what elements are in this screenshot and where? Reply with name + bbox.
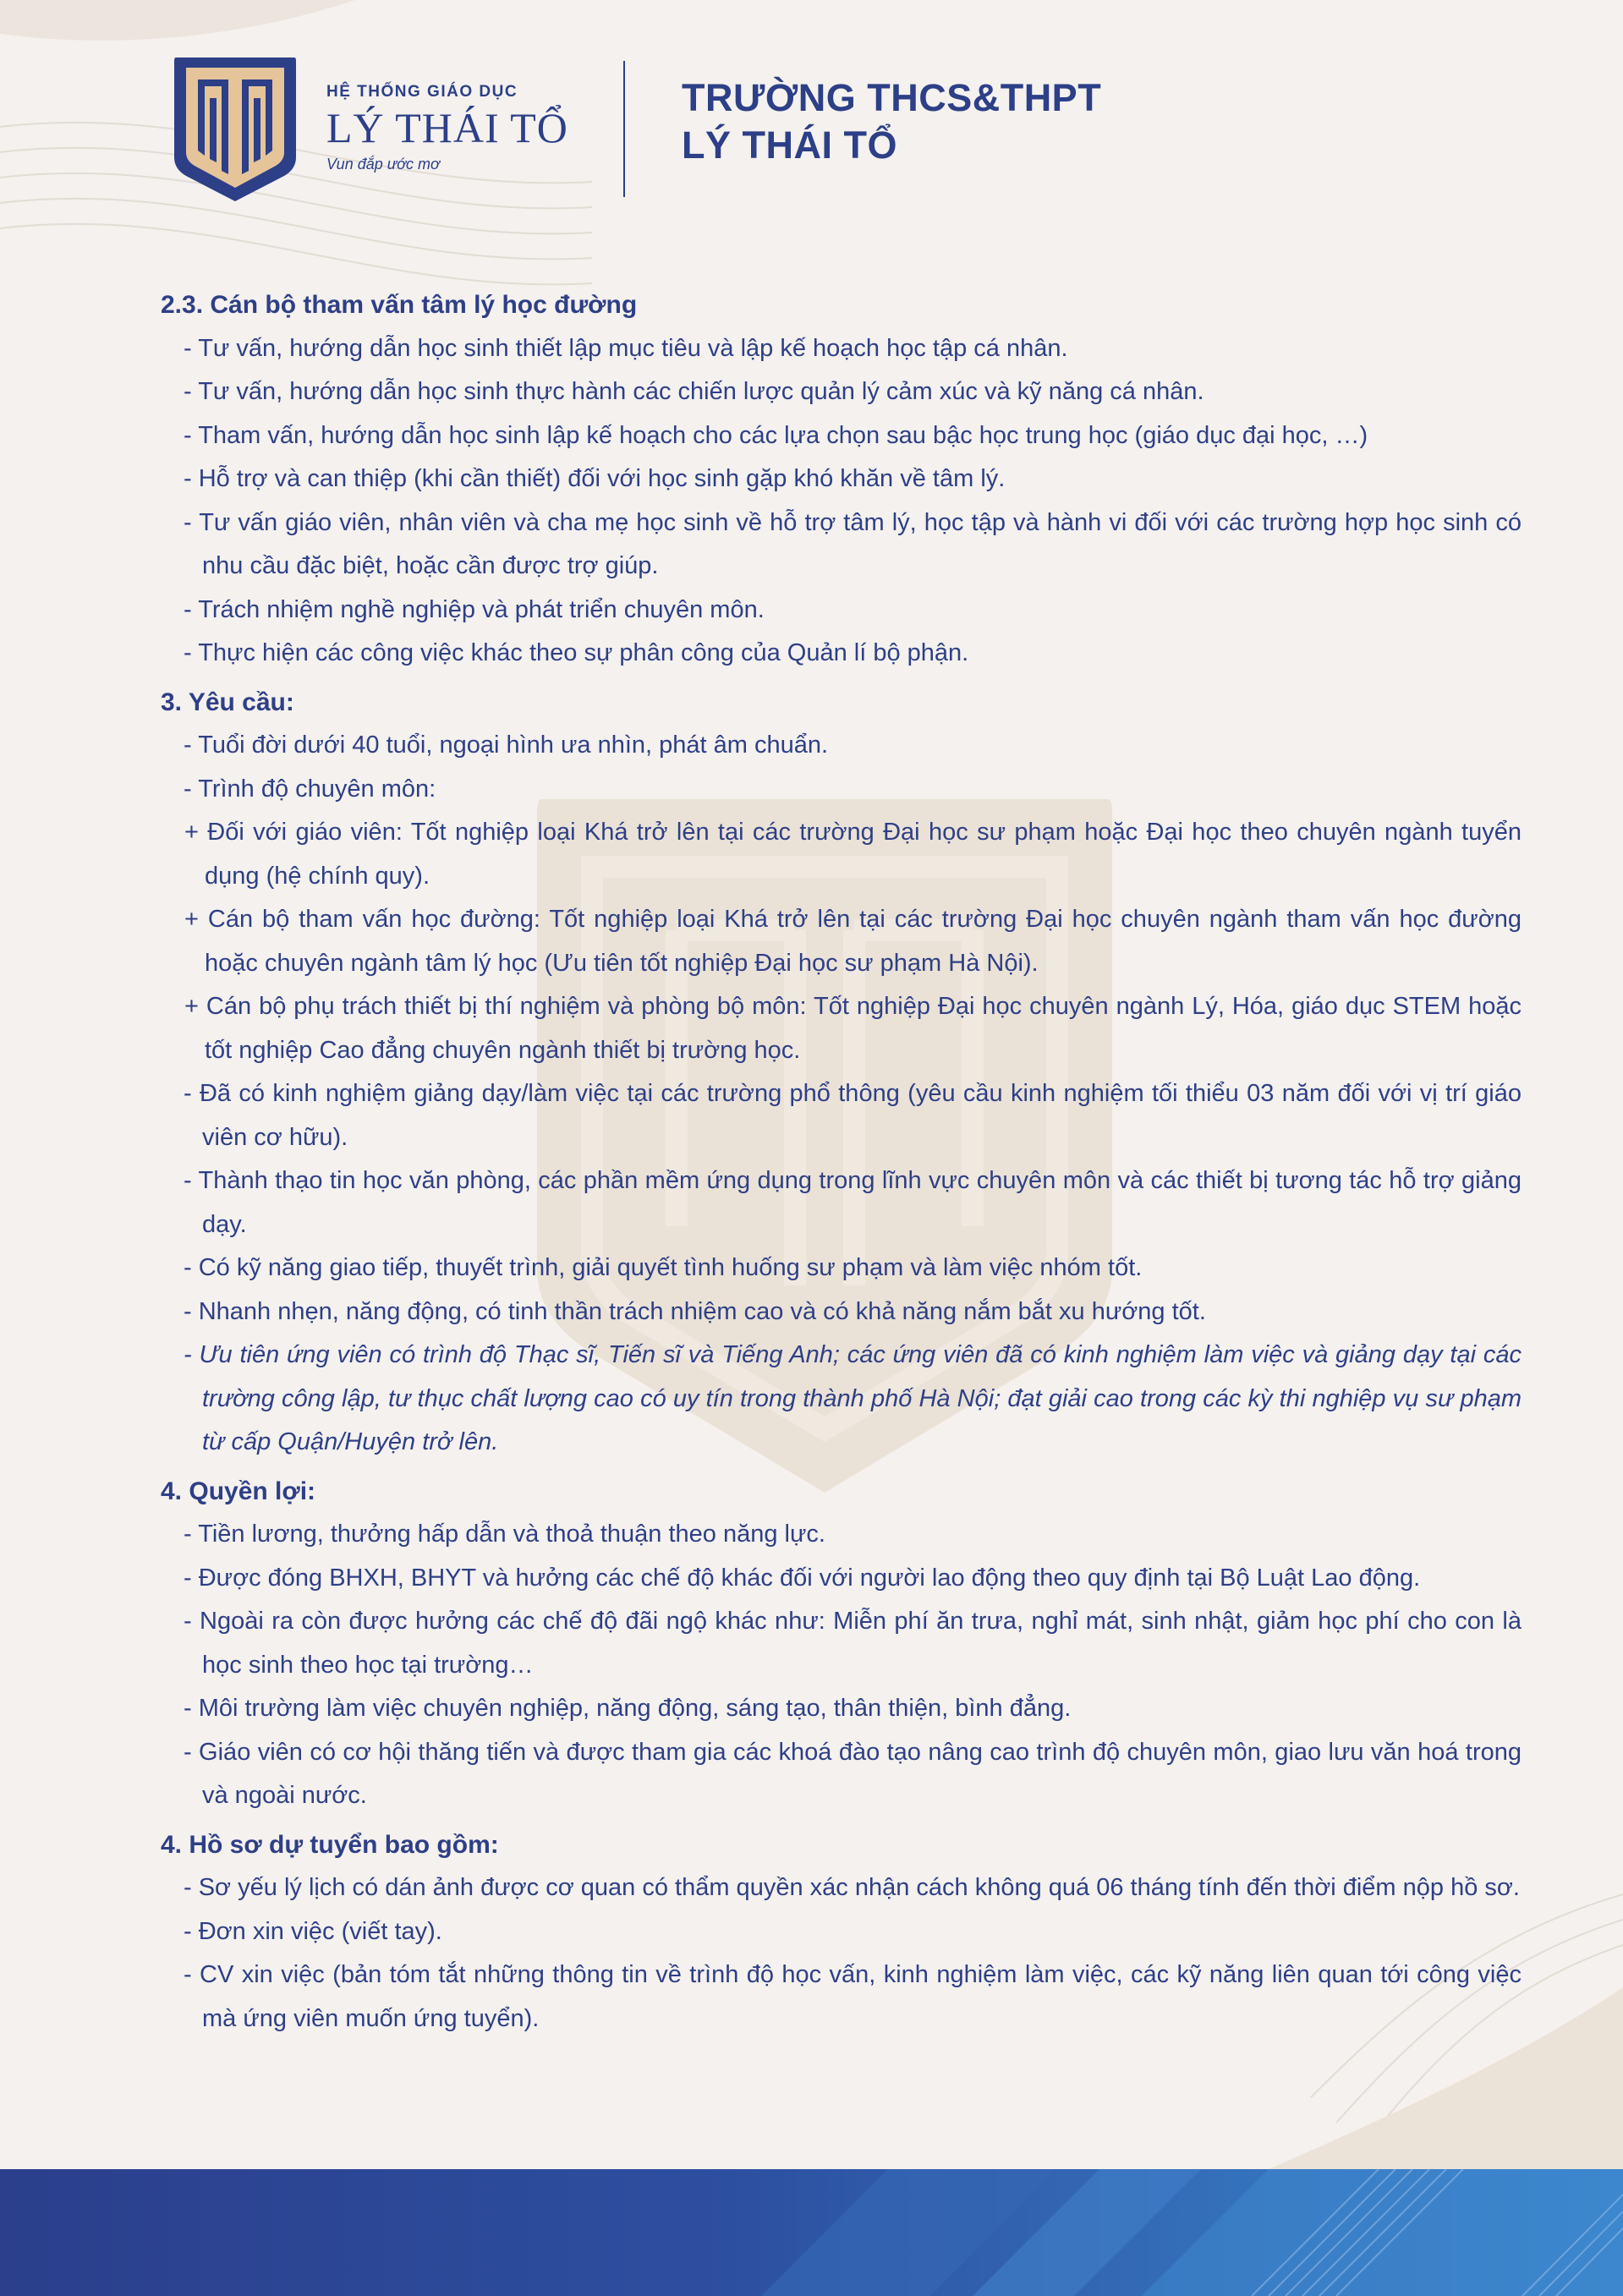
list-item: + Cán bộ phụ trách thiết bị thí nghiệm và phòng bộ môn: Tốt nghiệp Đại học chuyên ngành Lý, Hóa, giáo dục STEM hoặc tốt nghiệp Cao đẳng chuyên ngành thiết bị trường học. bbox=[184, 993, 1522, 1064]
list-item: - Tư vấn giáo viên, nhân viên và cha mẹ học sinh về hỗ trợ tâm lý, học tập và hành vi đối với các trường hợp học sinh có nhu cầu đặc biệt, hoặc cần được trợ giúp. bbox=[184, 508, 1522, 579]
page-header bbox=[0, 0, 1623, 220]
list-item: + Cán bộ tham vấn học đường: Tốt nghiệp loại Khá trở lên tại các trường Đại học chuyên ngành tham vấn học đường hoặc chuyên ngành tâm lý học (Ưu tiên tốt nghiệp Đại học sư phạm Hà Nội). bbox=[184, 906, 1522, 977]
list-item: - Đã có kinh nghiệm giảng dạy/làm việc tại các trường phổ thông (yêu cầu kinh nghiệm tối thiểu 03 năm đối với vị trí giáo viên cơ hữu). bbox=[184, 1080, 1522, 1151]
list-item: - Tuổi đời dưới 40 tuổi, ngoại hình ưa nhìn, phát âm chuẩn. bbox=[184, 732, 829, 759]
list-item: - Thành thạo tin học văn phòng, các phần mềm ứng dụng trong lĩnh vực chuyên môn và các thiết bị tương tác hỗ trợ giảng dạy. bbox=[184, 1167, 1522, 1238]
list-item: - Trách nhiệm nghề nghiệp và phát triển chuyên môn. bbox=[184, 595, 765, 623]
brand-block bbox=[326, 83, 568, 173]
list-item: - Tư vấn, hướng dẫn học sinh thực hành các chiến lược quản lý cảm xúc và kỹ năng cá nhân. bbox=[184, 378, 1204, 405]
list-item: - Thực hiện các công việc khác theo sự phân công của Quản lí bộ phận. bbox=[184, 639, 969, 666]
list-item: - Giáo viên có cơ hội thăng tiến và được tham gia các khoá đào tạo nâng cao trình độ chuyên môn, giao lưu văn hoá trong và ngoài nước. bbox=[184, 1738, 1522, 1809]
section-title-counselor: 2.3. Cán bộ tham vấn tâm lý học đường bbox=[161, 291, 638, 319]
list-item: - Ngoài ra còn được hưởng các chế độ đãi ngộ khác như: Miễn phí ăn trưa, nghỉ mát, sinh nhật, giảm học phí cho con là học sinh theo học tại trường… bbox=[184, 1608, 1522, 1679]
list-item: - Đơn xin việc (viết tay). bbox=[184, 1917, 442, 1945]
list-item: - CV xin việc (bản tóm tắt những thông tin về trình độ học vấn, kinh nghiệm làm việc, các kỹ năng liên quan tới công việc mà ứng viên muốn ứng tuyển). bbox=[184, 1961, 1522, 2032]
document-body bbox=[161, 283, 1522, 2041]
list-item: - Môi trường làm việc chuyên nghiệp, năng động, sáng tạo, thân thiện, bình đẳng. bbox=[184, 1695, 1072, 1722]
list-item: - Tiền lương, thưởng hấp dẫn và thoả thuận theo năng lực. bbox=[184, 1521, 825, 1548]
brand-subtitle: HỆ THỐNG GIÁO DỤC bbox=[326, 83, 518, 101]
list-item: + Đối với giáo viên: Tốt nghiệp loại Khá trở lên tại các trường Đại học sư phạm hoặc Đại học theo chuyên ngành tuyển dụng (hệ chính quy). bbox=[184, 819, 1522, 890]
section-title-benefits: 4. Quyền lợi: bbox=[161, 1477, 316, 1505]
section-title-requirements: 3. Yêu cầu: bbox=[161, 688, 294, 716]
list-item: - Tư vấn, hướng dẫn học sinh thiết lập mục tiêu và lập kế hoạch học tập cá nhân. bbox=[184, 334, 1068, 362]
footer-band bbox=[0, 2169, 1623, 2296]
list-item-priority: - Ưu tiên ứng viên có trình độ Thạc sĩ, Tiến sĩ và Tiếng Anh; các ứng viên đã có kinh nghiệm làm việc và giảng dạy tại các trường công lập, tư thục chất lượng cao có uy tín trong thành phố Hà Nội; đạt giải cao trong các kỳ thi nghiệp vụ sư phạm từ cấp Quận/Huyện trở lên. bbox=[184, 1341, 1522, 1455]
school-name bbox=[682, 74, 1101, 169]
brand-slogan: Vun đắp ước mơ bbox=[326, 156, 440, 173]
list-item: - Sơ yếu lý lịch có dán ảnh được cơ quan có thẩm quyền xác nhận cách không quá 06 tháng tính đến thời điểm nộp hồ sơ. bbox=[184, 1874, 1520, 1901]
school-name-line2: LÝ THÁI TỔ bbox=[682, 123, 897, 167]
list-item: - Nhanh nhẹn, năng động, có tinh thần trách nhiệm cao và có khả năng nắm bắt xu hướng tốt. bbox=[184, 1297, 1206, 1325]
school-logo-icon bbox=[173, 56, 298, 203]
list-item: - Tham vấn, hướng dẫn học sinh lập kế hoạch cho các lựa chọn sau bậc học trung học (giáo dục đại học, …) bbox=[184, 421, 1368, 449]
list-item: - Trình độ chuyên môn: bbox=[184, 775, 436, 803]
brand-name: LÝ THÁI TỔ bbox=[326, 104, 568, 151]
list-item: - Có kỹ năng giao tiếp, thuyết trình, giải quyết tình huống sư phạm và làm việc nhóm tốt. bbox=[184, 1254, 1143, 1281]
section-title-documents: 4. Hồ sơ dự tuyển bao gồm: bbox=[161, 1830, 499, 1859]
header-divider bbox=[623, 61, 625, 197]
school-name-line1: TRƯỜNG THCS&THPT bbox=[682, 76, 1102, 119]
list-item: - Hỗ trợ và can thiệp (khi cần thiết) đối với học sinh gặp khó khăn về tâm lý. bbox=[184, 465, 1006, 492]
list-item: - Được đóng BHXH, BHYT và hưởng các chế độ khác đối với người lao động theo quy định tại Bộ Luật Lao động. bbox=[184, 1564, 1421, 1592]
